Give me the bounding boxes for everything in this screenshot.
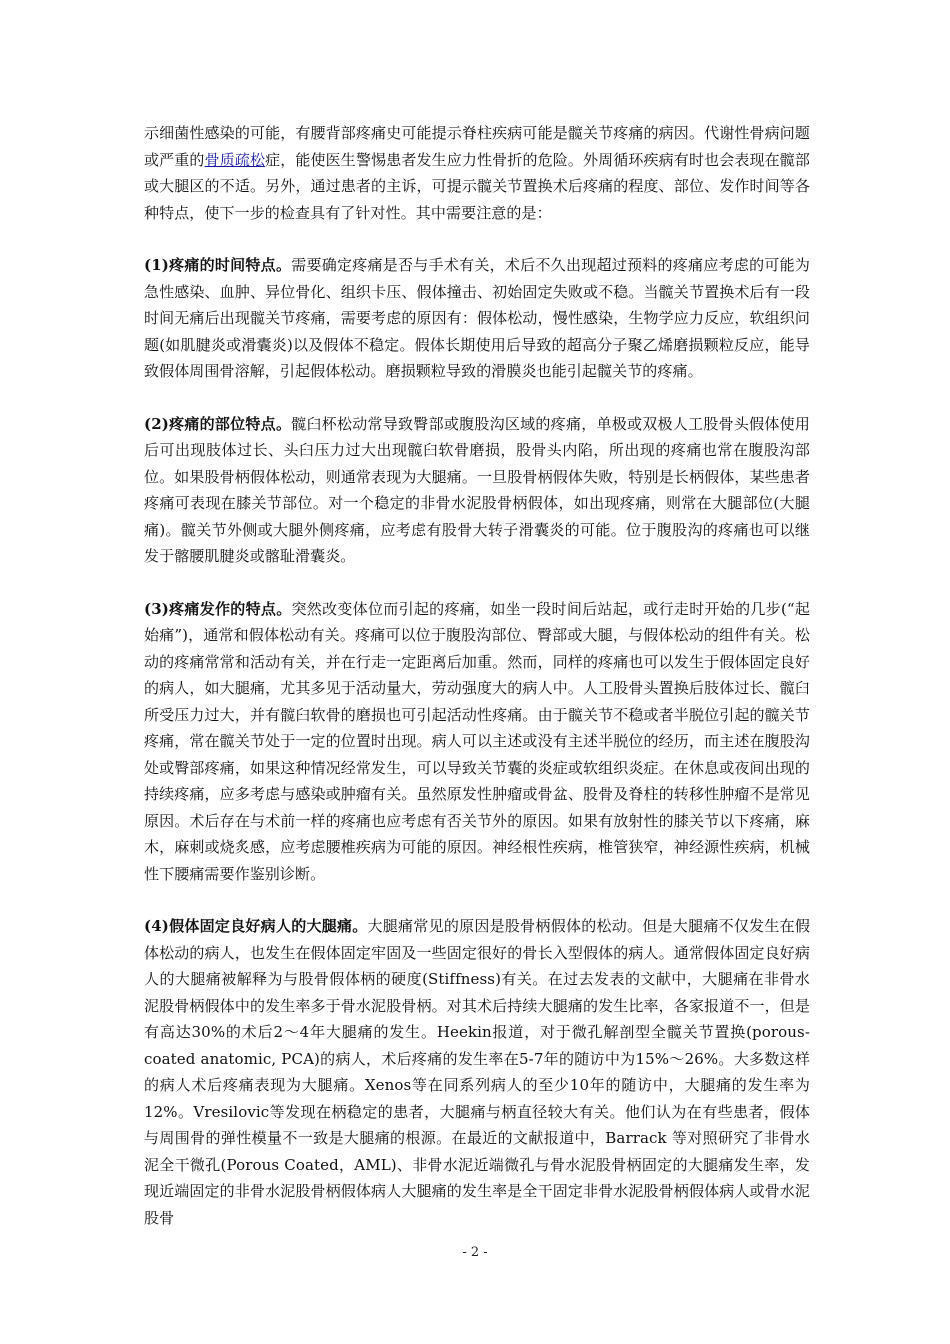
paragraph-pain-timing [144, 252, 810, 385]
paragraph-thigh-pain [144, 913, 810, 1231]
paragraph-intro [144, 120, 810, 226]
paragraph-body: 髋臼杯松动常导致臀部或腹股沟区域的疼痛，单极或双极人工股骨头假体使用后可出现肢体过长、头臼压力过大出现髋臼软骨磨损，股骨头内陷，所出现的疼痛也常在腹股沟部位。如果股骨柄假体松动，则通常表现为大腿痛。一旦股骨柄假体失败，特别是长柄假体，某些患者疼痛可表现在膝关节部位。对一个稳定的非骨水泥股骨柄假体，如出现疼痛，则常在大腿部位(大腿痛)。髋关节外侧或大腿外侧疼痛，应考虑有股骨大转子滑囊炎的可能。位于腹股沟的疼痛也可以继发于髂腰肌腱炎或髂耻滑囊炎。 [144, 414, 810, 565]
paragraph-heading: (4)假体固定良好病人的大腿痛。 [144, 917, 368, 935]
paragraph-body: 大腿痛常见的原因是股骨柄假体的松动。但是大腿痛不仅发生在假体松动的病人，也发生在假体固定牢固及一些固定很好的骨长入型假体的病人。通常假体固定良好病人的大腿痛被解释为与股骨假体柄的硬度(Stiffness)有关。在过去发表的文献中，大腿痛在非骨水泥股骨柄假体中的发生率多于骨水泥股骨柄。对其术后持续大腿痛的发生比率，各家报道不一，但是有高达30%的术后2～4年大腿痛的发生。Heekin报道，对于微孔解剖型全髋关节置换(porous-coated anatomic, PCA)的病人，术后疼痛的发生率在5-7年的随访中为15%～26%。大多数这样的病人术后疼痛表现为大腿痛。Xenos等在同系列病人的至少10年的随访中，大腿痛的发生率为12%。Vresilovic等发现在柄稳定的患者，大腿痛与柄直径较大有关。他们认为在有些患者，假体与周围骨的弹性模量不一致是大腿痛的根源。在最近的文献报道中，Barrack 等对照研究了非骨水泥全干微孔(Porous Coated，AML)、非骨水泥近端微孔与骨水泥股骨柄固定的大腿痛发生率，发现近端固定的非骨水泥股骨柄假体病人大腿痛的发生率是全干固定非骨水泥股骨柄假体病人或骨水泥股骨 [144, 917, 811, 1227]
paragraph-heading: (2)疼痛的部位特点。 [144, 414, 292, 433]
paragraph-body: 需要确定疼痛是否与手术有关，术后不久出现超过预料的疼痛应考虑的可能为急性感染、血肿、异位骨化、组织卡压、假体撞击、初始固定失败或不稳。当髋关节置换术后有一段时间无痛后出现髋关节疼痛，需要考虑的原因有：假体松动，慢性感染，生物学应力反应，软组织问题(如肌腱炎或滑囊炎)以及假体不稳定。假体长期使用后导致的超高分子聚乙烯磨损颗粒反应，能导致假体周围骨溶解，引起假体松动。磨损颗粒导致的滑膜炎也能引起髋关节的疼痛。 [144, 256, 810, 380]
paragraph-body: 突然改变体位而引起的疼痛，如坐一段时间后站起，或行走时开始的几步(“起始痛”)，通常和假体松动有关。疼痛可以位于腹股沟部位、臀部或大腿，与假体松动的组件有关。松动的疼痛常常和活动有关，并在行走一定距离后加重。然而，同样的疼痛也可以发生于假体固定良好的病人，如大腿痛，尤其多见于活动量大，劳动强度大的病人中。人工股骨头置换后肢体过长、髋臼所受压力过大，并有髋臼软骨的磨损也可引起活动性疼痛。由于髋关节不稳或者半脱位引起的髋关节疼痛，常在髋关节处于一定的位置时出现。病人可以主述或没有主述半脱位的经历，而主述在腹股沟处或臀部疼痛，如果这种情况经常发生，可以导致关节囊的炎症或软组织炎症。在休息或夜间出现的持续疼痛，应多考虑与感染或肿瘤有关。虽然原发性肿瘤或骨盆、股骨及脊柱的转移性肿瘤不是常见原因。术后存在与术前一样的疼痛也应考虑有否关节外的原因。如果有放射性的膝关节以下疼痛，麻木，麻刺或烧炙感，应考虑腰椎疾病为可能的原因。神经根性疾病，椎管狭窄，神经源性疾病，机械性下腰痛需要作鉴别诊断。 [144, 599, 810, 883]
paragraph-heading: (1)疼痛的时间特点。 [144, 256, 292, 274]
paragraph-intro-text-2: 症，能使医生警惕患者发生应力性骨折的危险。外周循环疾病有时也会表现在髋部或大腿区的不适。另外，通过患者的主诉，可提示髋关节置换术后疼痛的程度、部位、发作时间等各种特点，使下一步的检查具有了针对性。其中需要注意的是： [144, 150, 811, 222]
paragraph-pain-location [144, 411, 810, 570]
paragraph-heading: (3)疼痛发作的特点。 [144, 599, 292, 618]
page-number: - 2 - [462, 1245, 488, 1260]
document-body [144, 120, 810, 1257]
paragraph-intro-text-1: 示细菌性感染的可能，有腰背部疼痛史可能提示脊柱疾病可能是髋关节疼痛的病因。代谢性骨病问题或严重的 [144, 124, 810, 169]
paragraph-pain-onset [144, 596, 810, 888]
osteoporosis-link[interactable]: 骨质疏松 [204, 150, 266, 169]
